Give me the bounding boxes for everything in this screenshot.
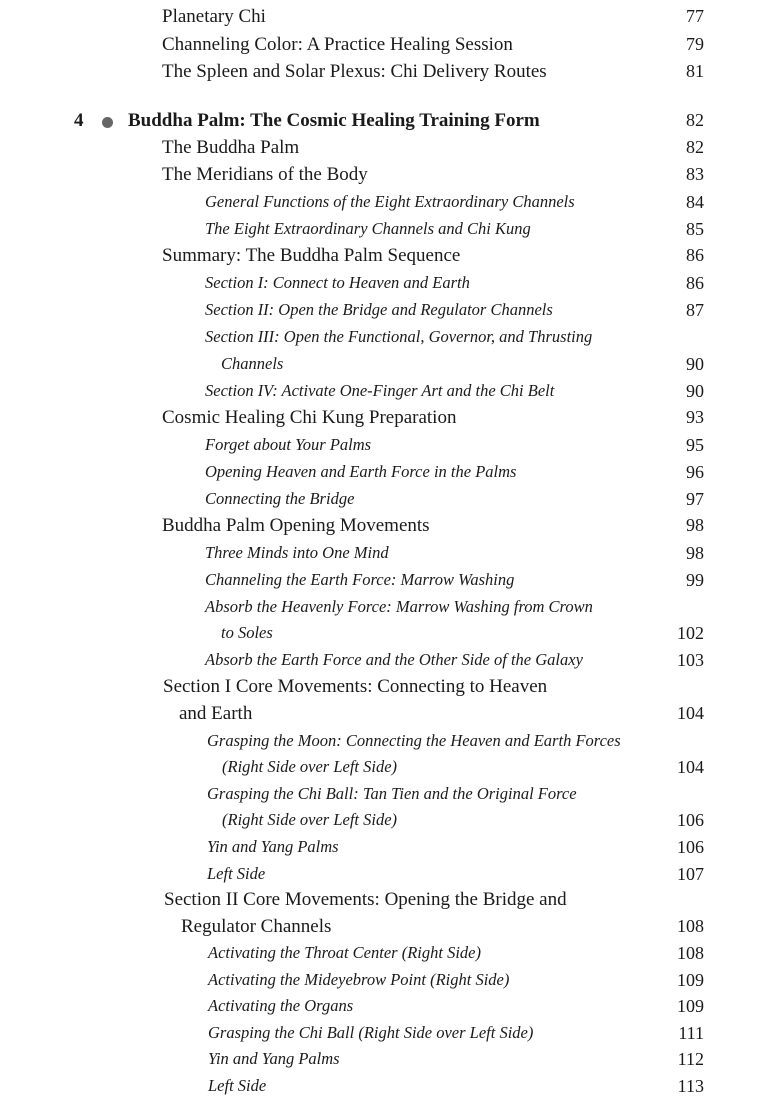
toc-entry [0, 407, 780, 434]
toc-entry-title-cont: and Earth [179, 703, 253, 724]
toc-entry [0, 61, 780, 88]
toc-entry-title: Activating the Throat Center (Right Side) [208, 943, 481, 962]
toc-entry-title: Grasping the Chi Ball: Tan Tien and the Original Force [207, 784, 577, 803]
toc-entry-page: 102 [677, 623, 704, 643]
toc-subentry [0, 327, 780, 354]
toc-subentry [0, 219, 780, 246]
toc-subentry [0, 273, 780, 300]
toc-entry-title: Section I Core Movements: Connecting to Heaven [163, 676, 548, 697]
toc-subentry [0, 970, 780, 997]
toc-entry-page: 86 [686, 273, 704, 293]
toc-entry-continued [0, 703, 780, 730]
toc-entry-title-cont: Regulator Channels [181, 916, 332, 937]
toc-subentry [0, 1076, 780, 1103]
chapter-heading [0, 110, 780, 137]
toc-entry [0, 6, 780, 33]
toc-entry-title: Activating the Mideyebrow Point (Right Side) [208, 970, 510, 989]
toc-entry [0, 34, 780, 61]
toc-entry-page: 108 [677, 916, 704, 936]
toc-entry-page: 86 [686, 245, 704, 265]
toc-entry-title: Section III: Open the Functional, Governor, and Thrusting [205, 327, 593, 346]
toc-entry-title: Yin and Yang Palms [207, 837, 339, 856]
toc-entry-page: 97 [686, 489, 704, 509]
toc-entry-title: The Eight Extraordinary Channels and Chi Kung [205, 219, 531, 238]
toc-entry-page: 83 [686, 164, 704, 184]
toc-entry-title: Forget about Your Palms [205, 435, 372, 454]
toc-entry-title: Opening Heaven and Earth Force in the Palms [205, 462, 517, 481]
toc-subentry [0, 489, 780, 516]
toc-entry-title: Connecting the Bridge [205, 489, 355, 508]
toc-subentry-continued [0, 354, 780, 381]
toc-entry-title: Section II: Open the Bridge and Regulator Channels [205, 300, 553, 319]
toc-entry-page: 90 [686, 354, 704, 374]
toc-subentry-continued [0, 623, 780, 650]
toc-entry-title: Yin and Yang Palms [208, 1049, 340, 1068]
toc-entry [0, 164, 780, 191]
toc-subentry [0, 784, 780, 811]
toc-entry-title: Buddha Palm Opening Movements [162, 515, 430, 536]
toc-entry-page: 113 [677, 1076, 704, 1096]
toc-entry-title: Section IV: Activate One-Finger Art and the Chi Belt [205, 381, 555, 400]
toc-entry-title: Absorb the Earth Force and the Other Side of the Galaxy [205, 650, 583, 669]
toc-entry-page: 108 [677, 943, 704, 963]
toc-subentry [0, 996, 780, 1023]
toc-entry-title: Three Minds into One Mind [205, 543, 389, 562]
chapter-title: Buddha Palm: The Cosmic Healing Training Form [128, 110, 540, 131]
toc-subentry [0, 543, 780, 570]
toc-entry-page: 109 [677, 996, 704, 1016]
toc-entry-page: 106 [677, 837, 704, 857]
toc-entry [0, 137, 780, 164]
chapter-page: 82 [686, 110, 704, 130]
toc-entry-page: 85 [686, 219, 704, 239]
toc-entry-page: 104 [677, 703, 704, 723]
toc-subentry [0, 864, 780, 891]
toc-entry-title: General Functions of the Eight Extraordinary Channels [205, 192, 575, 211]
toc-entry-title: Absorb the Heavenly Force: Marrow Washing from Crown [205, 597, 593, 616]
toc-entry-title: Left Side [207, 864, 266, 883]
toc-entry-page: 112 [677, 1049, 704, 1069]
toc-subentry [0, 381, 780, 408]
toc-entry-page: 93 [686, 407, 704, 427]
toc-subentry [0, 943, 780, 970]
toc-entry-title: Section I: Connect to Heaven and Earth [205, 273, 470, 292]
toc-entry-page: 109 [677, 970, 704, 990]
toc-entry-page: 81 [686, 61, 704, 81]
toc-entry-title: Grasping the Moon: Connecting the Heaven and Earth Forces [207, 731, 621, 750]
toc-subentry-continued [0, 757, 780, 784]
toc-entry-page: 87 [686, 300, 704, 320]
toc-entry-page: 79 [686, 34, 704, 54]
toc-entry-title: Left Side [208, 1076, 267, 1095]
toc-entry-title: Summary: The Buddha Palm Sequence [162, 245, 461, 266]
toc-entry-page: 99 [686, 570, 704, 590]
toc-entry-title: Activating the Organs [208, 996, 354, 1015]
toc-entry-title: The Buddha Palm [162, 137, 300, 158]
toc-subentry [0, 192, 780, 219]
toc-subentry [0, 462, 780, 489]
toc-entry-title: Channeling Color: A Practice Healing Session [162, 34, 513, 55]
toc-entry-page: 103 [677, 650, 704, 670]
toc-entry-page: 98 [686, 515, 704, 535]
toc-subentry [0, 1049, 780, 1076]
toc-entry-title: Channeling the Earth Force: Marrow Washing [205, 570, 515, 589]
toc-entry-title: Section II Core Movements: Opening the Bridge and [164, 889, 567, 910]
toc-entry-title: Planetary Chi [162, 6, 266, 27]
bullet-icon [102, 117, 113, 128]
toc-subentry [0, 650, 780, 677]
toc-entry-page: 104 [677, 757, 704, 777]
toc-entry [0, 245, 780, 272]
toc-subentry [0, 597, 780, 624]
toc-entry-page: 98 [686, 543, 704, 563]
toc-entry-page: 82 [686, 137, 704, 157]
toc-subentry-continued [0, 810, 780, 837]
toc-entry-page: 106 [677, 810, 704, 830]
toc-entry-title: The Meridians of the Body [162, 164, 368, 185]
toc-entry-page: 96 [686, 462, 704, 482]
toc-entry-page: 84 [686, 192, 704, 212]
toc-entry-page: 95 [686, 435, 704, 455]
toc-subentry [0, 731, 780, 758]
toc-subentry [0, 570, 780, 597]
toc-entry [0, 676, 780, 703]
toc-entry-title: Cosmic Healing Chi Kung Preparation [162, 407, 457, 428]
toc-entry-page: 111 [678, 1023, 704, 1043]
toc-entry-continued [0, 916, 780, 943]
toc-entry-page: 90 [686, 381, 704, 401]
toc-entry-title-cont: (Right Side over Left Side) [222, 757, 398, 776]
toc-entry-title-cont: Channels [221, 354, 284, 373]
toc-entry-page: 77 [686, 6, 704, 26]
toc-subentry [0, 1023, 780, 1050]
toc-subentry [0, 435, 780, 462]
toc-entry-title-cont: (Right Side over Left Side) [222, 810, 398, 829]
toc-subentry [0, 837, 780, 864]
toc-entry-title-cont: to Soles [221, 623, 273, 642]
toc-entry [0, 515, 780, 542]
toc-entry-title: The Spleen and Solar Plexus: Chi Delivery Routes [162, 61, 547, 82]
toc-entry-page: 107 [677, 864, 704, 884]
toc-entry [0, 889, 780, 916]
toc-entry-title: Grasping the Chi Ball (Right Side over Left Side) [208, 1023, 534, 1042]
chapter-number: 4 [74, 110, 84, 131]
toc-subentry [0, 300, 780, 327]
